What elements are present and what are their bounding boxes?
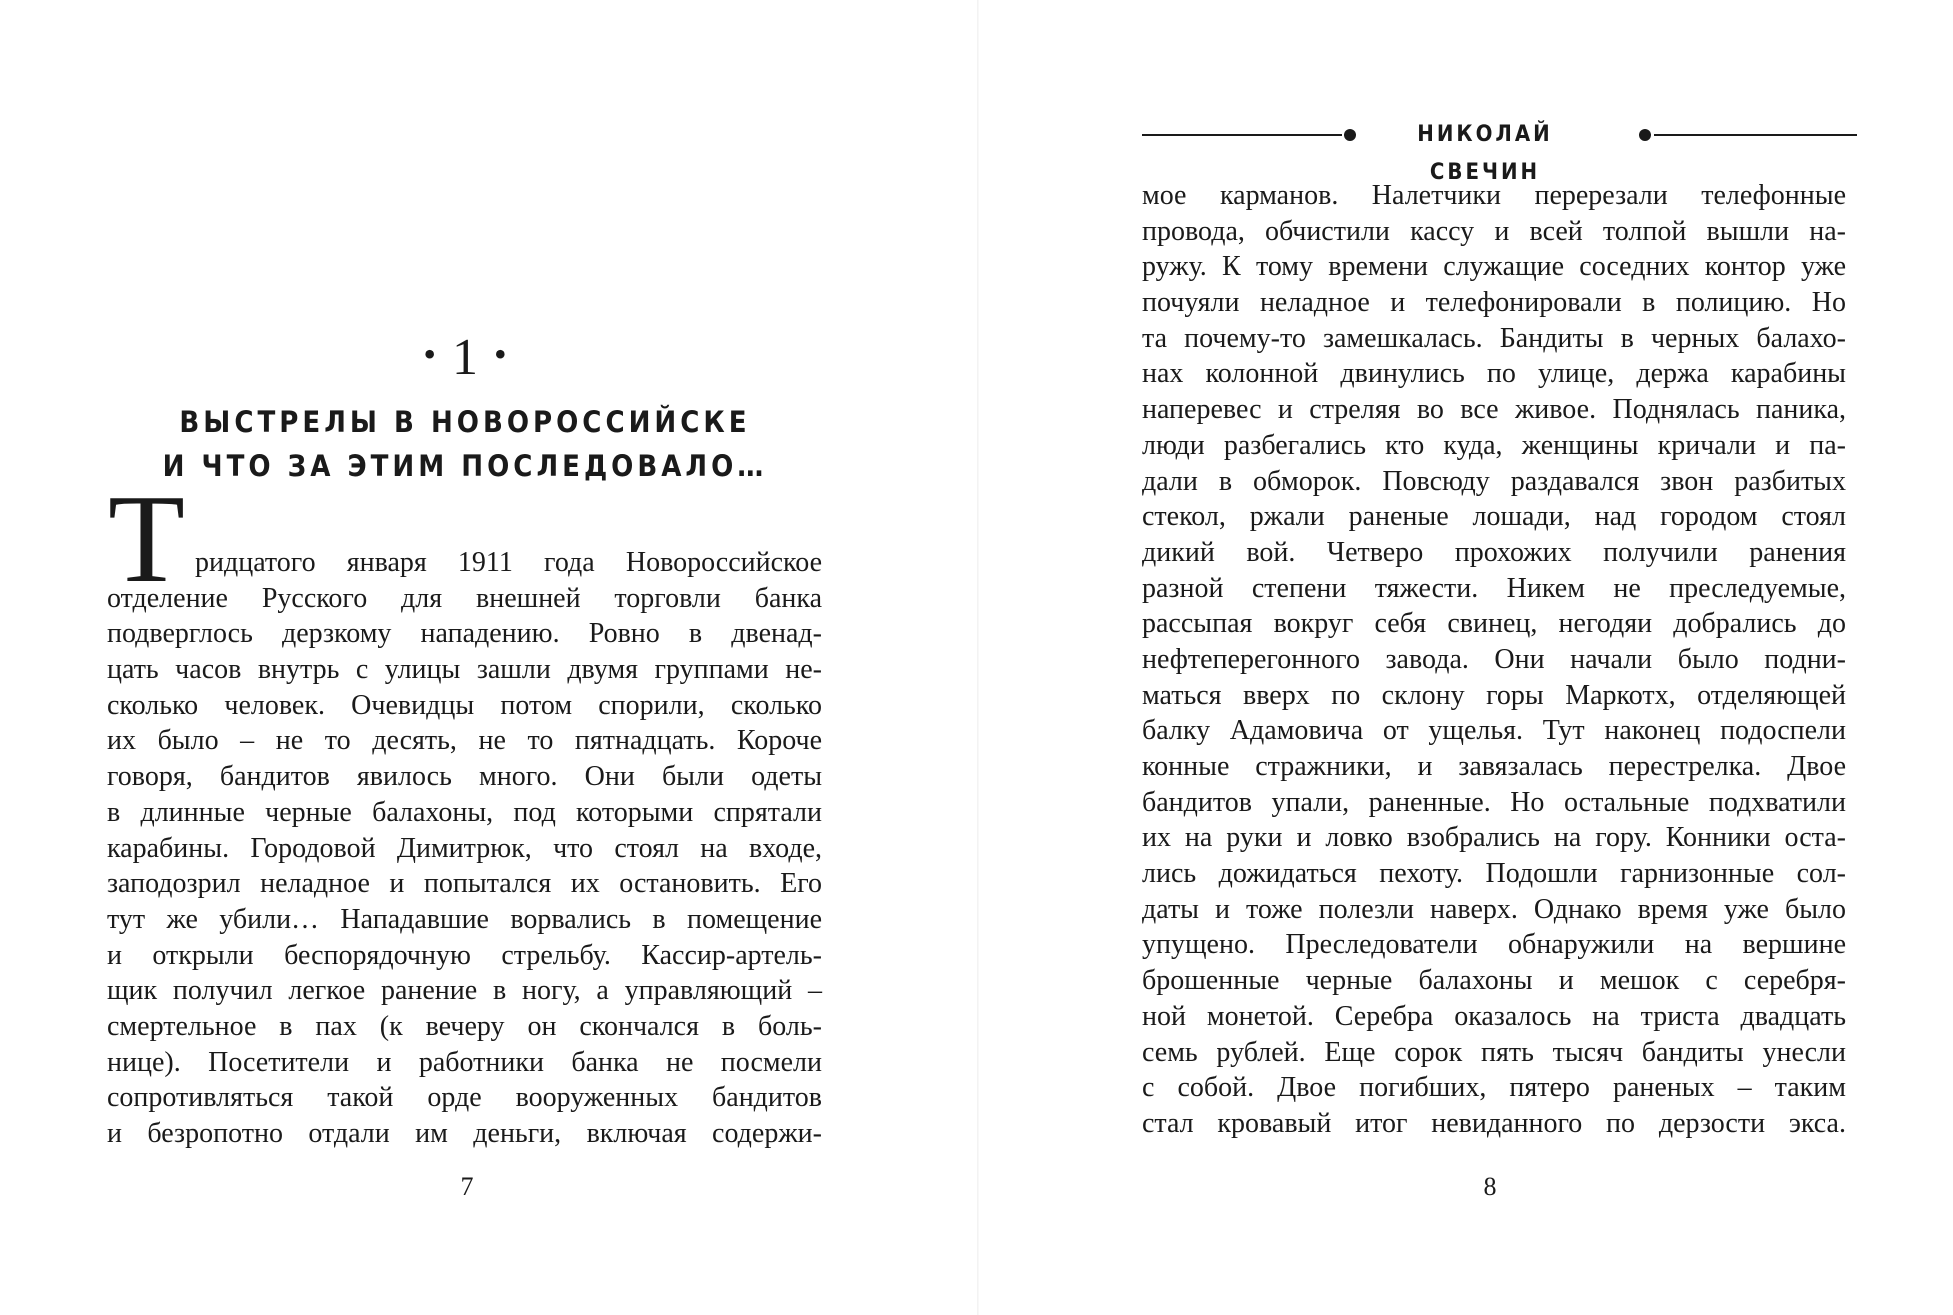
- header-rule-left: [1142, 134, 1342, 136]
- text-line: семь рублей. Еще сорок пять тысяч бандиты унесли: [1142, 1036, 1846, 1068]
- text-line: ной монетой. Серебра оказалось на триста двадцать: [1142, 1000, 1846, 1032]
- text-line: даты и тоже полезли наверх. Однако время уже было: [1142, 893, 1846, 925]
- text-line: в длинные черные балахоны, под которыми спрятали: [107, 796, 822, 828]
- text-line: лись дожидаться пехоту. Подошли гарнизонные сол-: [1142, 858, 1846, 890]
- text-line: нефтеперегонного завода. Они начали было подни-: [1142, 643, 1846, 675]
- text-line: брошенные черные балахоны и мешок с серебря-: [1142, 965, 1846, 997]
- text-line: почуяли неладное и телефонировали в полицию. Но: [1142, 287, 1846, 319]
- chapter-number: [0, 326, 930, 386]
- text-line: смертельное в пах (к вечеру он скончался в боль-: [107, 1010, 822, 1042]
- text-line: стекол, ржали раненые лошади, над городом стоял: [1142, 501, 1846, 533]
- text-line: ружу. К тому времени служащие соседних контор уже: [1142, 251, 1846, 283]
- text-line: бандитов упали, раненные. Но остальные подхватили: [1142, 786, 1846, 818]
- text-line: упущено. Преследователи обнаружили на вершине: [1142, 929, 1846, 961]
- text-line: тут же убили… Нападавшие ворвались в помещение: [107, 903, 822, 935]
- text-line: нице). Посетители и работники банка не посмели: [107, 1046, 822, 1078]
- text-line: и безропотно отдали им деньги, включая содержи-: [107, 1118, 822, 1149]
- text-line: разной степени тяжести. Никем не преследуемые,: [1142, 572, 1846, 604]
- page-number-left: 7: [460, 1172, 474, 1201]
- left-page-body: [107, 496, 822, 1152]
- text-line: сколько человек. Очевидцы потом спорили, сколько: [107, 689, 822, 721]
- right-page-body: [1142, 178, 1846, 1142]
- text-line: люди разбегались кто куда, женщины кричали и па-: [1142, 429, 1846, 461]
- header-dot-left: [1344, 129, 1356, 141]
- text-line: провода, обчистили кассу и всей толпой вышли на-: [1142, 215, 1846, 247]
- text-line: мое карманов. Налетчики перерезали телефонные: [1142, 180, 1846, 211]
- text-line: заподозрил неладное и попытался их остановить. Его: [107, 868, 822, 900]
- text-line: цать часов внутрь с улицы зашли двумя группами не-: [107, 654, 822, 686]
- chapter-bullet-right: •: [494, 334, 507, 374]
- text-line: та почему-то замешкалась. Бандиты в черных балахо-: [1142, 322, 1846, 354]
- right-page: [978, 0, 1953, 1315]
- text-line: стал кровавый итог невиданного по дерзости экса.: [1142, 1107, 1846, 1139]
- text-line: балку Адамовича от ущелья. Тут наконец подоспели: [1142, 715, 1846, 747]
- text-line: их было – не то десять, не то пятнадцать. Короче: [107, 725, 822, 757]
- text-line: говоря, бандитов явилось много. Они были одеты: [107, 761, 822, 793]
- text-line: ридцатого января 1911 года Новороссийское: [195, 547, 822, 578]
- chapter-number-value: 1: [452, 329, 478, 386]
- text-line: карабины. Городовой Димитрюк, что стоял на входе,: [107, 832, 822, 864]
- header-dot-right: [1639, 129, 1651, 141]
- text-line: рассыпая вокруг себя свинец, негодяи добрались до: [1142, 608, 1846, 640]
- text-line: и открыли беспорядочную стрельбу. Кассир-артель-: [107, 939, 822, 971]
- text-line: нах колонной двинулись по улице, держа карабины: [1142, 358, 1846, 390]
- text-line: с собой. Двое погибших, пятеро раненых – таким: [1142, 1072, 1846, 1104]
- text-line: щик получил легкое ранение в ногу, а управляющий –: [107, 975, 822, 1007]
- running-header: [1142, 116, 1857, 185]
- text-line: маться вверх по склону горы Маркотх, отделяющей: [1142, 679, 1846, 711]
- text-line: их на руки и ловко взобрались на гору. Конники оста-: [1142, 822, 1846, 854]
- chapter-title-line-2: И ЧТО ЗА ЭТИМ ПОСЛЕДОВАЛО…: [162, 449, 768, 483]
- text-line: сопротивляться такой орде вооруженных бандитов: [107, 1082, 822, 1114]
- text-line: наперевес и стреляя во все живое. Поднялась паника,: [1142, 394, 1846, 426]
- chapter-title-line-1: ВЫСТРЕЛЫ В НОВОРОССИЙСКЕ: [179, 405, 751, 439]
- text-line: дали в обморок. Повсюду раздавался звон разбитых: [1142, 465, 1846, 497]
- drop-cap: Т: [108, 470, 185, 609]
- running-header-author: НИКОЛАЙ СВЕЧИН: [1417, 122, 1553, 185]
- text-line: отделение Русского для внешней торговли банка: [107, 582, 822, 614]
- page-number-right: 8: [1483, 1172, 1497, 1201]
- text-line: дикий вой. Четверо прохожих получили ранения: [1142, 536, 1846, 568]
- chapter-bullet-left: •: [423, 334, 436, 374]
- text-line: подверглось дерзкому нападению. Ровно в двенад-: [107, 618, 822, 650]
- header-rule-right: [1654, 134, 1857, 136]
- text-line: конные стражники, и завязалась перестрелка. Двое: [1142, 751, 1846, 782]
